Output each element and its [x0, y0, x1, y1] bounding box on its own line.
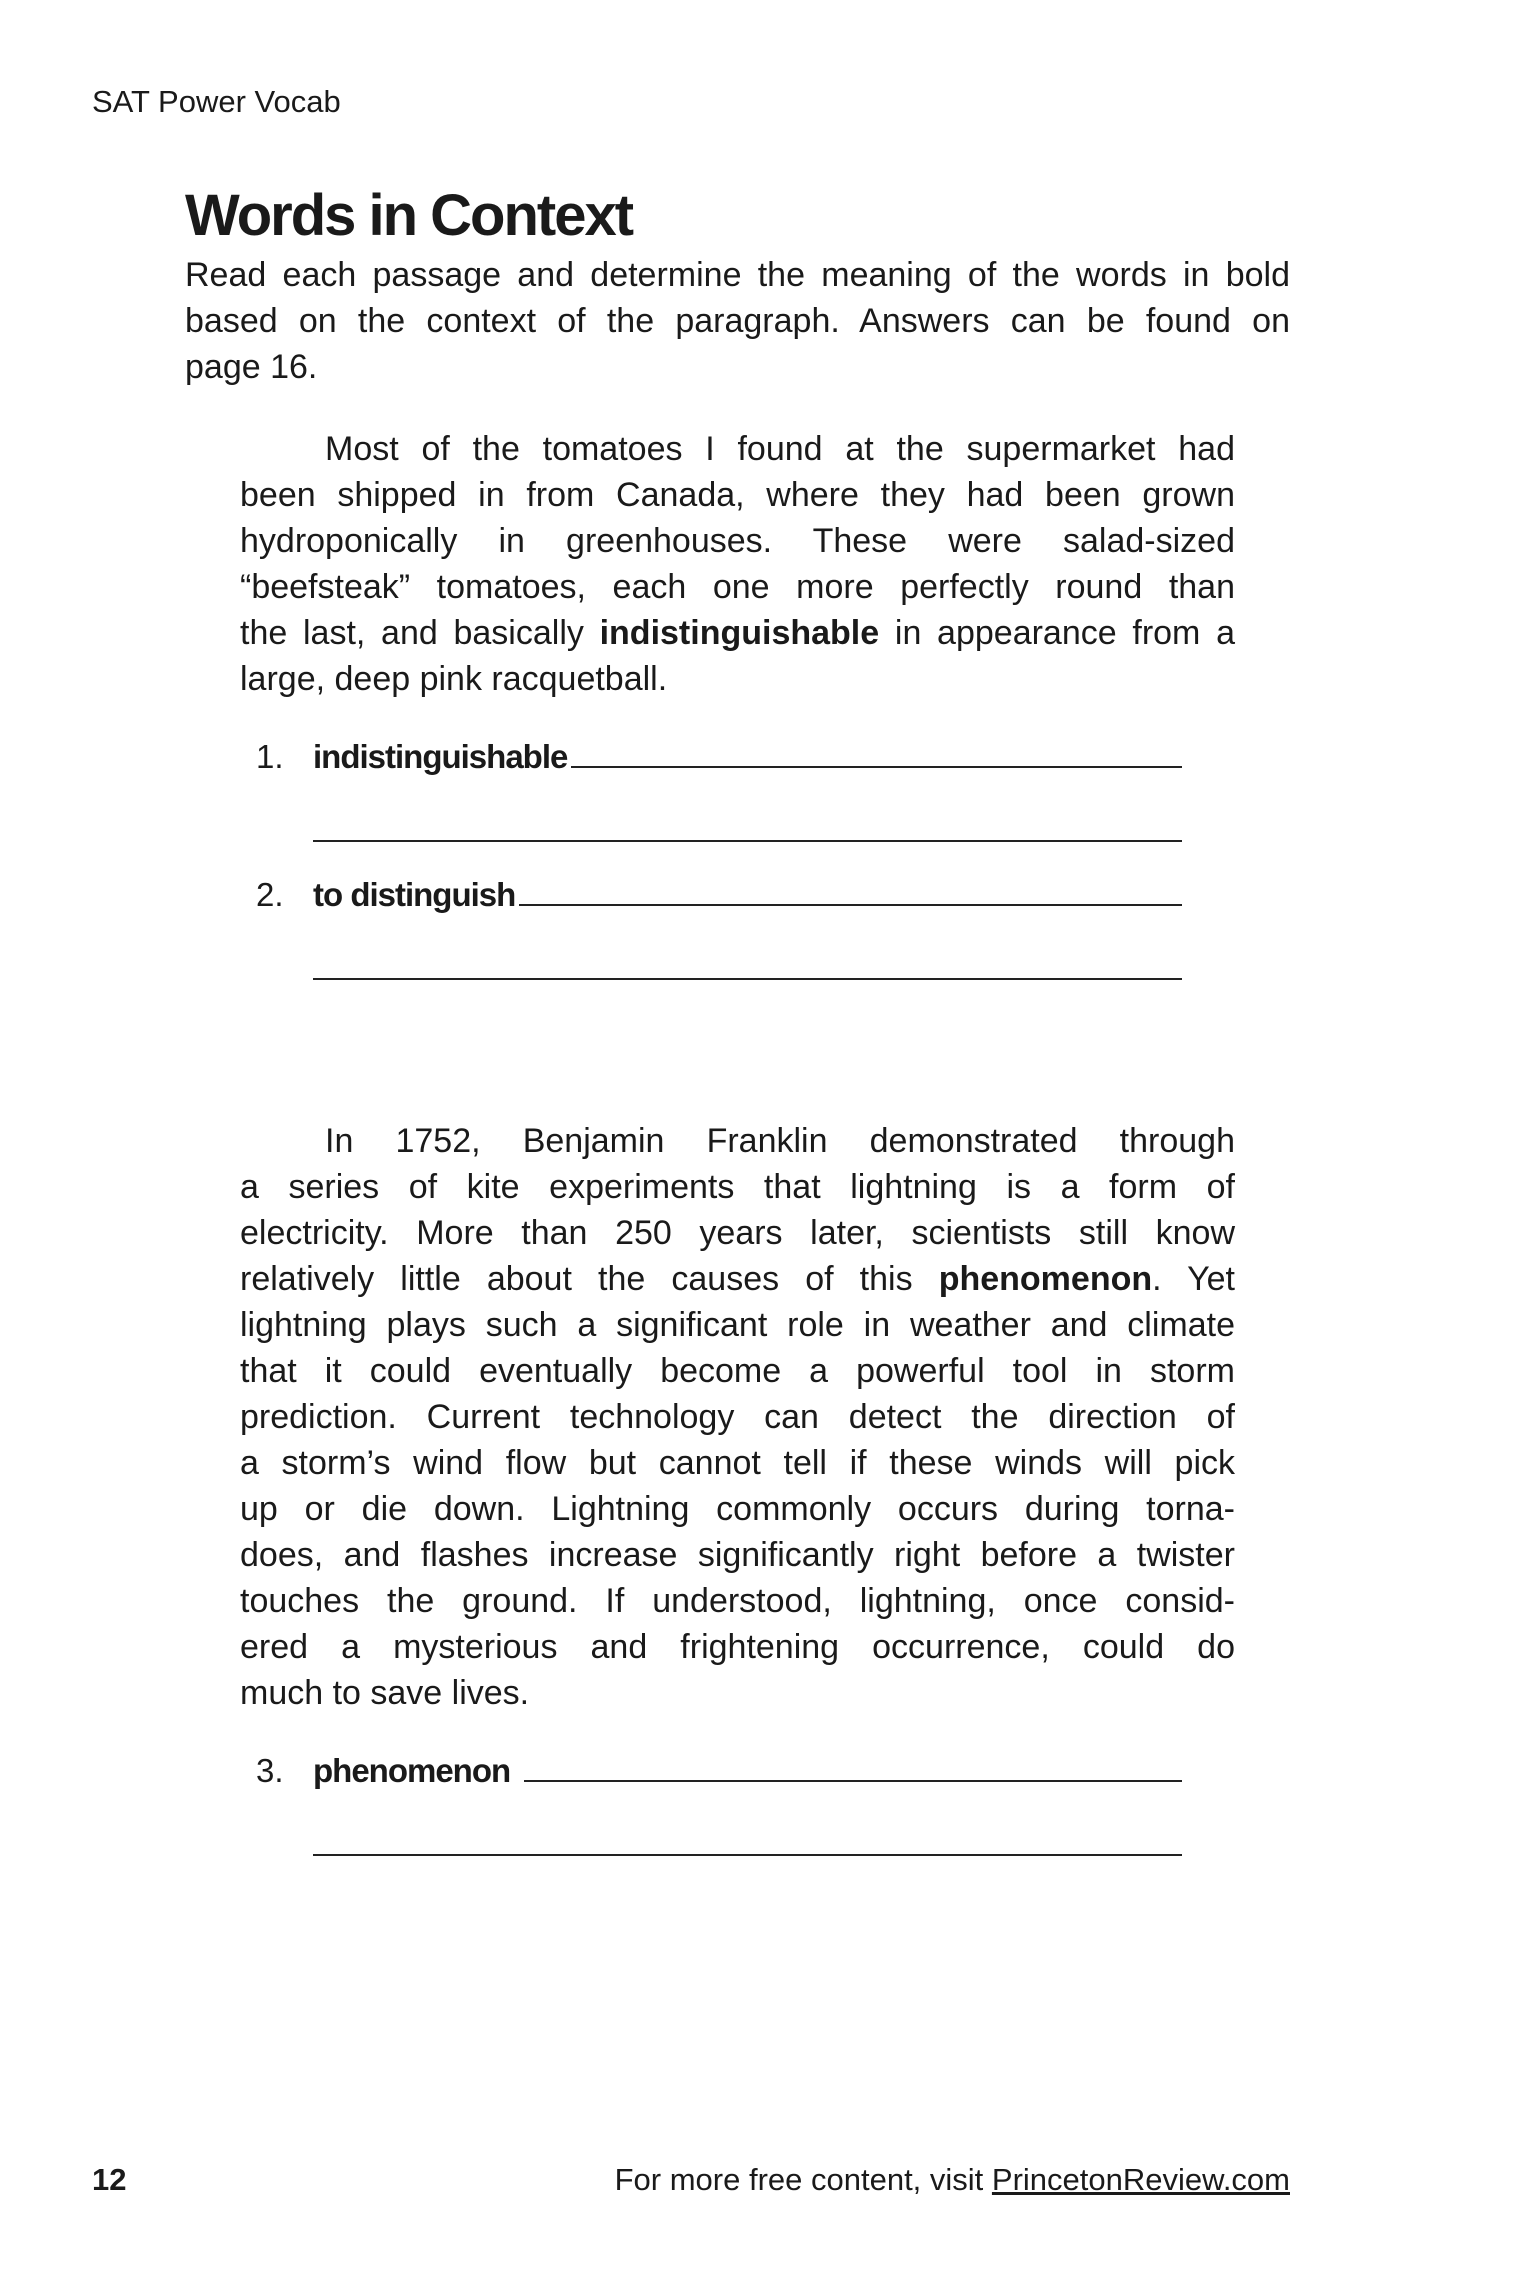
text-line — [240, 1348, 1235, 1394]
text-segment: based on the context of the paragraph. Answers can be found on — [185, 302, 1290, 340]
text-line — [240, 1624, 1235, 1670]
text-line — [240, 518, 1235, 564]
page-title: Words in Context — [185, 183, 633, 248]
text-segment: prediction. Current technology can detect the direction of — [240, 1398, 1235, 1436]
text-segment: been shipped in from Canada, where they had been grown — [240, 476, 1235, 514]
question-number: 1. — [256, 738, 284, 775]
text-line — [240, 472, 1235, 518]
text-line — [185, 298, 1290, 344]
answer-line-2[interactable] — [313, 1814, 1182, 1856]
text-line — [240, 1118, 1235, 1164]
text-line — [240, 1164, 1235, 1210]
question-number: 2. — [256, 876, 284, 913]
text-line — [240, 1302, 1235, 1348]
running-head: SAT Power Vocab — [92, 84, 341, 119]
text-segment: does, and flashes increase significantly right before a twister — [240, 1536, 1235, 1574]
question-word: to distinguish — [313, 876, 516, 913]
text-segment: the last, and basically — [240, 614, 600, 652]
text-segment: In 1752, Benjamin Franklin demonstrated through — [325, 1122, 1235, 1160]
text-segment: “beefsteak” tomatoes, each one more perfectly round than — [240, 568, 1235, 606]
question-word: phenomenon — [313, 1752, 511, 1789]
text-line — [240, 1578, 1235, 1624]
bold-vocab-word: indistinguishable — [599, 614, 880, 652]
text-segment: . Yet — [1152, 1260, 1235, 1298]
answer-line[interactable] — [519, 904, 1182, 906]
answer-line[interactable] — [571, 766, 1182, 768]
answer-line[interactable] — [524, 1780, 1182, 1782]
text-line — [240, 1440, 1235, 1486]
footer-text: For more free content, visit — [614, 2162, 992, 2197]
text-line — [240, 1670, 1235, 1716]
text-segment: page 16. — [185, 348, 318, 386]
text-segment: a series of kite experiments that lightning is a form of — [240, 1168, 1235, 1206]
text-segment: much to save lives. — [240, 1674, 530, 1712]
text-segment: ered a mysterious and frightening occurrence, could do — [240, 1628, 1235, 1666]
text-segment: lightning plays such a significant role in weather and climate — [240, 1306, 1235, 1344]
question-word: indistinguishable — [313, 738, 568, 775]
text-segment: relatively little about the causes of this — [240, 1260, 939, 1298]
bold-vocab-word: phenomenon — [938, 1260, 1153, 1298]
text-line — [240, 1256, 1235, 1302]
text-line — [240, 1394, 1235, 1440]
text-segment: hydroponically in greenhouses. These were salad-sized — [240, 522, 1235, 560]
text-line — [185, 344, 1290, 390]
text-line — [240, 1486, 1235, 1532]
question-1 — [256, 730, 1182, 842]
text-line — [240, 656, 1235, 702]
text-segment: touches the ground. If understood, lightning, once consid- — [240, 1582, 1235, 1620]
footer — [615, 2162, 1290, 2198]
question-number: 3. — [256, 1752, 284, 1789]
text-segment: electricity. More than 250 years later, scientists still know — [240, 1214, 1235, 1252]
passage-tomatoes — [240, 426, 1235, 702]
text-line — [240, 610, 1235, 656]
page-number: 12 — [92, 2162, 127, 2197]
text-segment: a storm’s wind flow but cannot tell if these winds will pick — [240, 1444, 1235, 1482]
text-segment: large, deep pink racquetball. — [240, 660, 668, 698]
text-line — [185, 252, 1290, 298]
text-segment: that it could eventually become a powerful tool in storm — [240, 1352, 1235, 1390]
text-line — [240, 564, 1235, 610]
instructions — [185, 252, 1290, 390]
text-line — [240, 1532, 1235, 1578]
princeton-review-link[interactable]: PrincetonReview.com — [991, 2162, 1290, 2197]
passage-lightning — [240, 1118, 1235, 1716]
question-3 — [256, 1744, 1182, 1856]
answer-line-2[interactable] — [313, 938, 1182, 980]
text-segment: up or die down. Lightning commonly occurs during torna- — [240, 1490, 1235, 1528]
text-segment: Most of the tomatoes I found at the supermarket had — [325, 430, 1235, 468]
text-segment: Read each passage and determine the meaning of the words in bold — [185, 256, 1290, 294]
text-line — [240, 426, 1235, 472]
question-2 — [256, 868, 1182, 980]
answer-line-2[interactable] — [313, 800, 1182, 842]
text-segment: in appearance from a — [879, 614, 1235, 652]
text-line — [240, 1210, 1235, 1256]
